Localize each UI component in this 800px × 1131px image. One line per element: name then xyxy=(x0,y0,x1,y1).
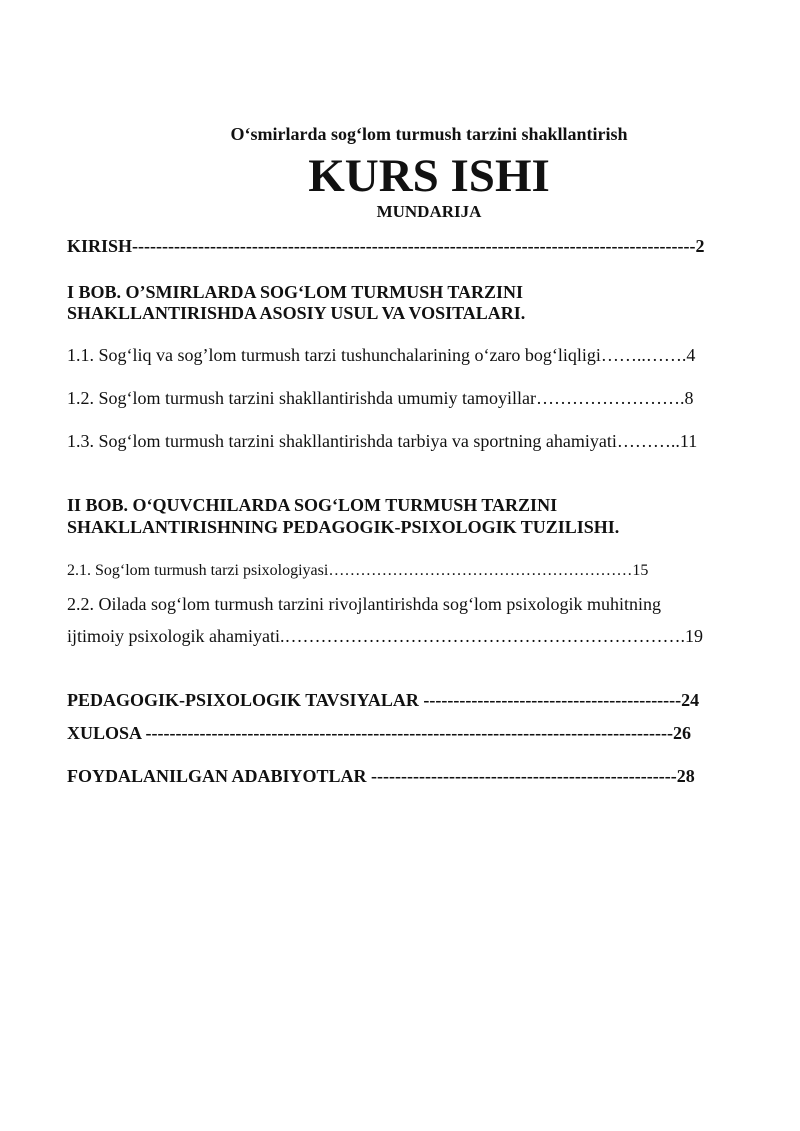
toc-entry-references: FOYDALANILGAN ADABIYOTLAR ---------------------------------------------------28 xyxy=(67,766,695,786)
document-subtitle: O‘smirlarda sog‘lom turmush tarzini shakllantirish xyxy=(230,124,628,144)
toc-entry-1-2: 1.2. Sog‘lom turmush tarzini shakllantirishda umumiy tamoyillar…………………….8 xyxy=(67,388,694,408)
toc-entry-2-1: 2.1. Sog‘lom turmush tarzi psixologiyasi…………………………………………………15 xyxy=(67,562,649,579)
toc-chapter1-heading-cont: SHAKLLANTIRISHDA ASOSIY USUL VA VOSITALARI. xyxy=(67,303,526,323)
toc-entry-2-2: 2.2. Oilada sog‘lom turmush tarzini rivojlantirishda sog‘lom psixologik muhitning xyxy=(67,594,661,614)
toc-entry-recommendations: PEDAGOGIK-PSIXOLOGIK TAVSIYALAR -------------------------------------------24 xyxy=(67,690,700,710)
document-title: KURS ISHI xyxy=(308,150,550,202)
contents-heading: MUNDARIJA xyxy=(376,202,482,221)
toc-entry-kirish: KIRISH----------------------------------------------------------------------------------------------2 xyxy=(67,236,705,256)
toc-entry-1-3: 1.3. Sog‘lom turmush tarzini shakllantirishda tarbiya va sportning ahamiyati………..11 xyxy=(67,431,698,451)
toc-chapter1-heading: I BOB. O’SMIRLARDA SOG‘LOM TURMUSH TARZINI xyxy=(67,282,524,302)
toc-entry-1-1: 1.1. Sog‘liq va sog’lom turmush tarzi tushunchalarining o‘zaro bog‘liqligi……..…….4 xyxy=(67,345,696,365)
toc-chapter2-heading-cont: SHAKLLANTIRISHNING PEDAGOGIK-PSIXOLOGIK TUZILISHI. xyxy=(67,517,620,537)
toc-chapter2-heading: II BOB. O‘QUVCHILARDA SOG‘LOM TURMUSH TARZINI xyxy=(67,495,558,515)
toc-entry-conclusion: XULOSA ----------------------------------------------------------------------------------------26 xyxy=(67,723,692,743)
toc-entry-2-2-cont: ijtimoiy psixologik ahamiyati.………………………………………………………….19 xyxy=(67,626,703,646)
